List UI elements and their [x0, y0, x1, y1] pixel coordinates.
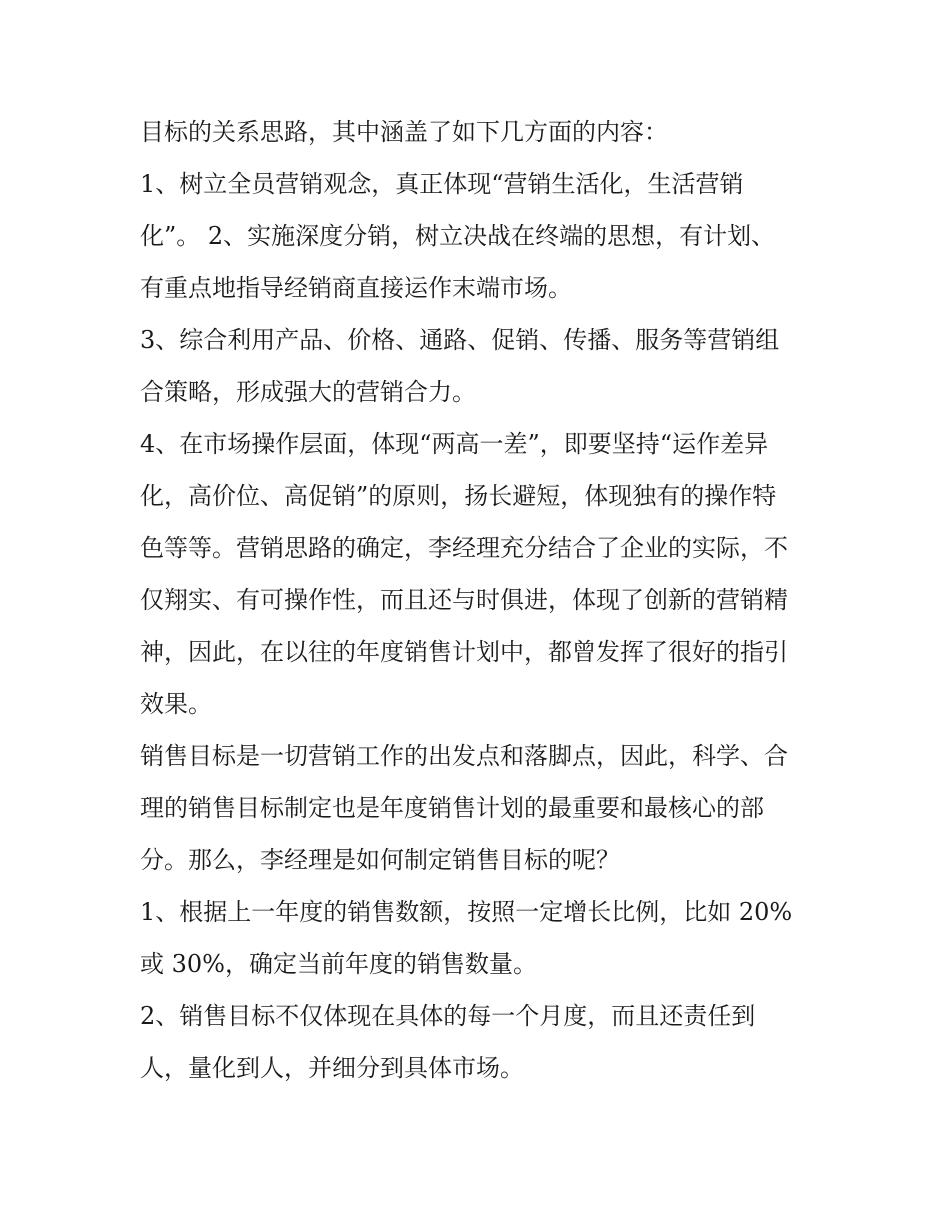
- text-line: 色等等。营销思路的确定，李经理充分结合了企业的实际，不: [140, 534, 788, 562]
- text-line: 销售目标是一切营销工作的出发点和落脚点，因此，科学、合: [140, 742, 788, 770]
- text-line: 合策略，形成强大的营销合力。: [140, 378, 476, 406]
- text-line: 化，高价位、高促销”的原则，扬长避短，体现独有的操作特: [140, 482, 777, 510]
- text-line: 神，因此，在以往的年度销售计划中，都曾发挥了很好的指引: [140, 638, 788, 666]
- text-line: 3、综合利用产品、价格、通路、促销、传播、服务等营销组: [140, 326, 780, 354]
- text-line: 人，量化到人，并细分到具体市场。: [140, 1054, 524, 1082]
- text-line: 分。那么，李经理是如何制定销售目标的呢？: [140, 846, 620, 874]
- text-line: 仅翔实、有可操作性，而且还与时俱进，体现了创新的营销精: [140, 586, 788, 614]
- document-body: [140, 106, 830, 1094]
- text-line: 或 30%，确定当前年度的销售数量。: [140, 950, 537, 978]
- text-line: 1、树立全员营销观念，真正体现“营销生活化，生活营销: [140, 170, 744, 198]
- text-line: 理的销售目标制定也是年度销售计划的最重要和最核心的部: [140, 794, 764, 822]
- text-line: 化”。 2、实施深度分销，树立决战在终端的思想，有计划、: [140, 222, 776, 250]
- text-line: 效果。: [140, 690, 212, 718]
- text-line: 目标的关系思路，其中涵盖了如下几方面的内容：: [140, 118, 668, 146]
- text-line: 1、根据上一年度的销售数额，按照一定增长比例，比如 20%: [140, 898, 793, 926]
- text-line: 有重点地指导经销商直接运作末端市场。: [140, 274, 572, 302]
- text-line: 2、销售目标不仅体现在具体的每一个月度，而且还责任到: [140, 1002, 756, 1030]
- text-line: 4、在市场操作层面，体现“两高一差”，即要坚持“运作差异: [140, 430, 769, 458]
